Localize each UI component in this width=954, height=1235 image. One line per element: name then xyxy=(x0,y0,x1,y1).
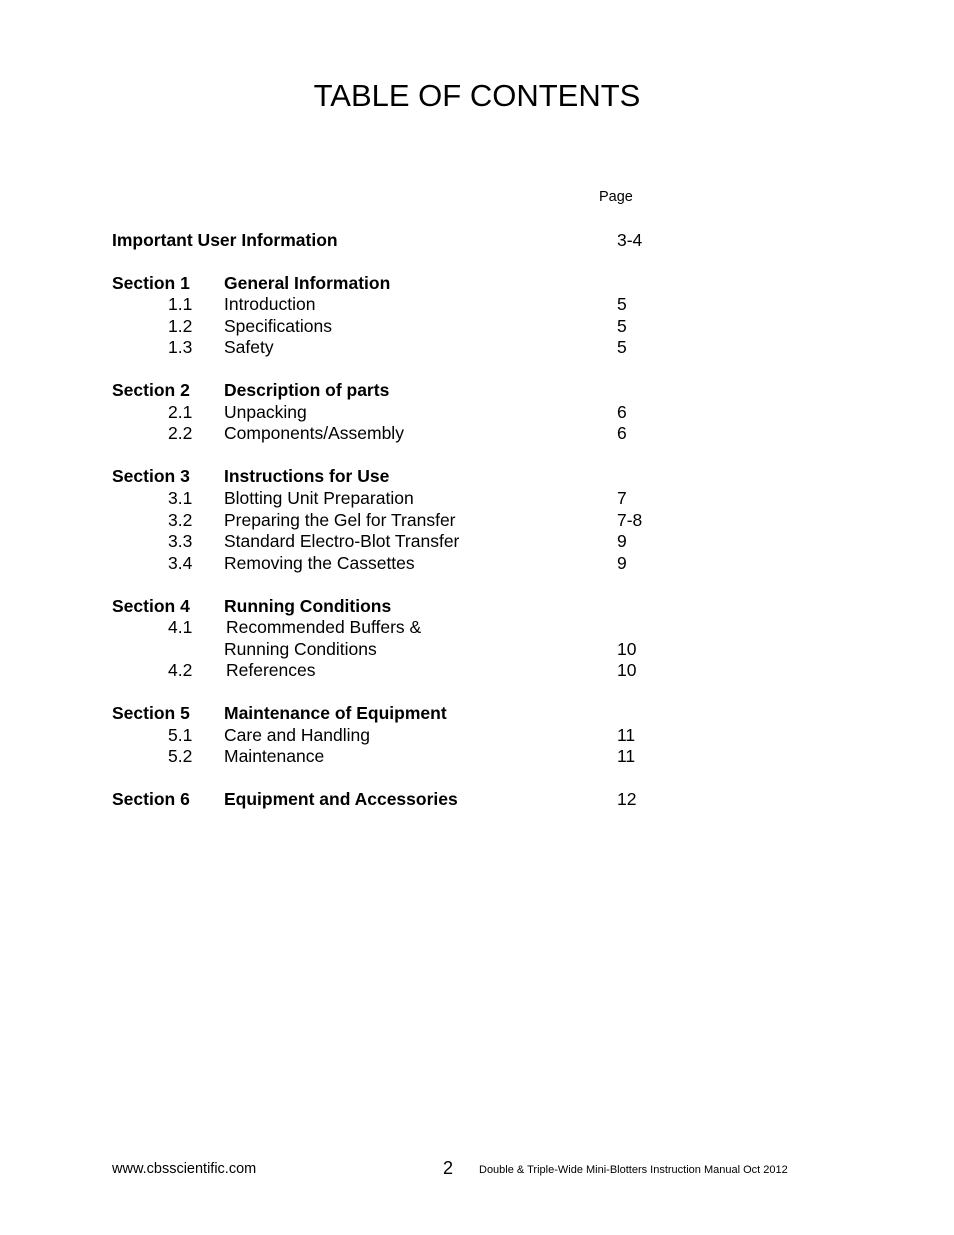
section-number: Section 6 xyxy=(112,789,190,809)
section-title: Equipment and Accessories xyxy=(224,789,458,809)
toc-item xyxy=(0,552,954,574)
footer-page-number: 2 xyxy=(443,1158,454,1178)
section-number: Section 2 xyxy=(112,380,190,400)
toc-page-number: 6 xyxy=(617,402,627,422)
toc-section-heading xyxy=(0,595,954,617)
toc-page-number: 6 xyxy=(617,423,627,443)
toc-page-number: 7 xyxy=(617,488,627,508)
toc-entry-label: Important User Information xyxy=(112,230,338,250)
section-title: General Information xyxy=(224,273,391,293)
toc-page-number: 10 xyxy=(617,660,637,680)
toc-section-heading xyxy=(0,465,954,487)
section-title: Description of parts xyxy=(224,380,390,400)
item-label: Maintenance xyxy=(224,746,325,766)
section-number: Section 4 xyxy=(112,596,190,616)
item-number: 4.1 xyxy=(168,617,193,637)
item-number: 1.1 xyxy=(168,294,193,314)
toc-page-number: 3-4 xyxy=(617,230,643,250)
toc-page-number: 11 xyxy=(617,746,636,766)
toc-section-heading xyxy=(0,272,954,294)
toc-item xyxy=(0,487,954,509)
toc-section-heading xyxy=(0,379,954,401)
footer-website-link[interactable]: www.cbsscientific.com xyxy=(112,1161,257,1177)
item-number: 1.3 xyxy=(168,337,193,357)
page-title: TABLE OF CONTENTS xyxy=(313,78,641,113)
toc-section-heading xyxy=(0,702,954,724)
toc-entry-important xyxy=(0,229,954,251)
item-number: 5.1 xyxy=(168,725,193,745)
item-number: 5.2 xyxy=(168,746,193,766)
toc-item xyxy=(0,315,954,337)
toc-item xyxy=(0,724,954,746)
toc-item xyxy=(0,659,954,681)
toc-item xyxy=(0,745,954,767)
item-number: 3.2 xyxy=(168,510,193,530)
toc-item xyxy=(0,509,954,531)
item-label: Preparing the Gel for Transfer xyxy=(224,510,456,530)
item-label: Running Conditions xyxy=(224,639,377,659)
section-title: Maintenance of Equipment xyxy=(224,703,447,723)
toc-page-number: 9 xyxy=(617,531,627,551)
toc-section-heading xyxy=(0,788,954,810)
item-label: Standard Electro-Blot Transfer xyxy=(224,531,460,551)
item-label: Introduction xyxy=(224,294,316,314)
toc-item xyxy=(0,401,954,423)
item-label: Blotting Unit Preparation xyxy=(224,488,414,508)
item-label: Removing the Cassettes xyxy=(224,553,415,573)
toc-item xyxy=(0,336,954,358)
item-label: References xyxy=(226,660,316,680)
toc-item xyxy=(0,293,954,315)
toc-item xyxy=(0,638,954,660)
item-number: 2.2 xyxy=(168,423,193,443)
item-label: Safety xyxy=(224,337,274,357)
item-number: 3.4 xyxy=(168,553,193,573)
item-label: Unpacking xyxy=(224,402,307,422)
toc-page-number: 5 xyxy=(617,337,627,357)
item-label: Care and Handling xyxy=(224,725,370,745)
item-number: 3.1 xyxy=(168,488,193,508)
section-title: Instructions for Use xyxy=(224,466,390,486)
page-column-heading: Page xyxy=(599,189,633,205)
toc-item xyxy=(0,530,954,552)
toc-item xyxy=(0,422,954,444)
item-label: Recommended Buffers & xyxy=(226,617,422,637)
item-number: 4.2 xyxy=(168,660,193,680)
toc-page-number: 9 xyxy=(617,553,627,573)
item-number: 1.2 xyxy=(168,316,193,336)
toc-page-number: 11 xyxy=(617,725,636,745)
toc-page-number: 7-8 xyxy=(617,510,643,530)
toc-item xyxy=(0,616,954,638)
section-number: Section 1 xyxy=(112,273,190,293)
toc-page-number: 5 xyxy=(617,294,627,314)
toc-page-number: 5 xyxy=(617,316,627,336)
item-number: 2.1 xyxy=(168,402,193,422)
section-title: Running Conditions xyxy=(224,596,392,616)
item-label: Components/Assembly xyxy=(224,423,404,443)
section-number: Section 3 xyxy=(112,466,190,486)
item-label: Specifications xyxy=(224,316,332,336)
toc-page-number: 12 xyxy=(617,789,637,809)
item-number: 3.3 xyxy=(168,531,193,551)
section-number: Section 5 xyxy=(112,703,190,723)
toc-page-number: 10 xyxy=(617,639,637,659)
footer-manual-title: Double & Triple-Wide Mini-Blotters Instruction Manual Oct 2012 xyxy=(479,1164,788,1176)
